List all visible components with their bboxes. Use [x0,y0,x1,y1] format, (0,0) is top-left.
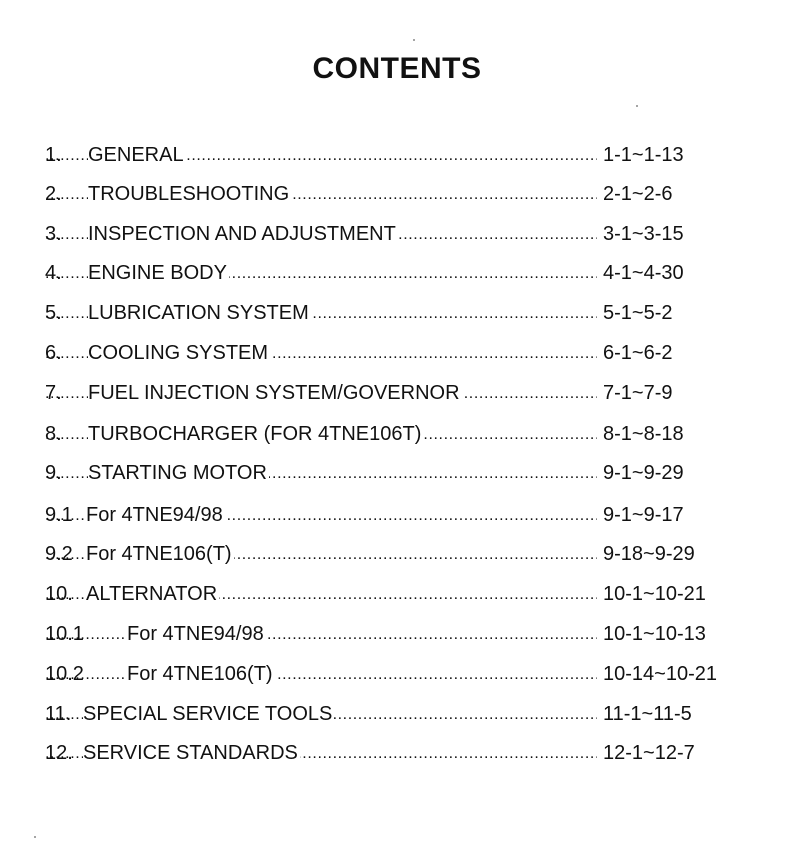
entry-number: 4. [45,262,62,284]
entry-title: FUEL INJECTION SYSTEM/GOVERNOR [88,379,462,407]
entry-pages: 9-18~9-29 [603,543,695,565]
toc-entry [45,259,745,287]
entry-number: 10.2 [45,663,84,685]
toc-entry [45,580,745,608]
entry-title: SERVICE STANDARDS [83,739,300,767]
toc-entry [45,420,745,448]
entry-title: LUBRICATION SYSTEM [88,299,311,327]
entry-pages: 8-1~8-18 [603,423,684,445]
entry-title: COOLING SYSTEM [88,339,270,367]
entry-number: 8. [45,423,62,445]
toc-entry [45,700,745,728]
entry-title: INSPECTION AND ADJUSTMENT [88,220,398,248]
entry-pages: 1-1~1-13 [603,144,684,166]
entry-number: 7. [45,382,62,404]
toc-entry [45,141,745,169]
toc-entry [45,540,745,568]
entry-pages: 5-1~5-2 [603,302,673,324]
entry-title: GENERAL [88,141,186,169]
entry-number: 5. [45,302,62,324]
entry-title: For 4TNE94/98 [127,620,266,648]
entry-pages: 2-1~2-6 [603,183,673,205]
entry-number: 12. [45,742,73,764]
toc-entry [45,739,745,767]
toc-entry [45,501,745,529]
entry-title: STARTING MOTOR [88,459,269,487]
entry-title: ENGINE BODY [88,259,229,287]
toc-entry [45,660,745,688]
entry-title: For 4TNE106(T) [127,660,275,688]
entry-pages: 6-1~6-2 [603,342,673,364]
scan-speck [34,836,36,838]
entry-pages: 4-1~4-30 [603,262,684,284]
toc-entry [45,180,745,208]
toc-entry [45,459,745,487]
entry-pages: 10-1~10-21 [603,583,706,605]
entry-pages: 3-1~3-15 [603,223,684,245]
entry-number: 2. [45,183,62,205]
entry-number: 11. [45,703,72,725]
entry-number: 1. [45,144,62,166]
entry-title: TROUBLESHOOTING [88,180,291,208]
entry-number: 10.1 [45,623,84,645]
entry-title: TURBOCHARGER (FOR 4TNE106T) [88,420,423,448]
entry-pages: 12-1~12-7 [603,742,695,764]
entry-title: SPECIAL SERVICE TOOLS [83,700,334,728]
entry-pages: 10-14~10-21 [603,663,717,685]
entry-number: 3. [45,223,62,245]
toc-entry [45,339,745,367]
entry-number: 9.2 [45,543,73,565]
entry-pages: 9-1~9-17 [603,504,684,526]
scan-speck [413,39,415,41]
entry-number: 10. [45,583,73,605]
scan-speck [636,105,638,107]
toc-entry [45,220,745,248]
page-title: CONTENTS [312,52,482,85]
toc-entry [45,620,745,648]
entry-number: 6. [45,342,62,364]
entry-number: 9. [45,462,62,484]
entry-title: ALTERNATOR [86,580,219,608]
entry-pages: 9-1~9-29 [603,462,684,484]
toc-entry [45,299,745,327]
toc-entry [45,379,745,407]
entry-pages: 7-1~7-9 [603,382,673,404]
entry-title: For 4TNE94/98 [86,501,225,529]
entry-pages: 10-1~10-13 [603,623,706,645]
entry-pages: 11-1~11-5 [603,703,692,725]
entry-title: For 4TNE106(T) [86,540,234,568]
entry-number: 9.1 [45,504,73,526]
